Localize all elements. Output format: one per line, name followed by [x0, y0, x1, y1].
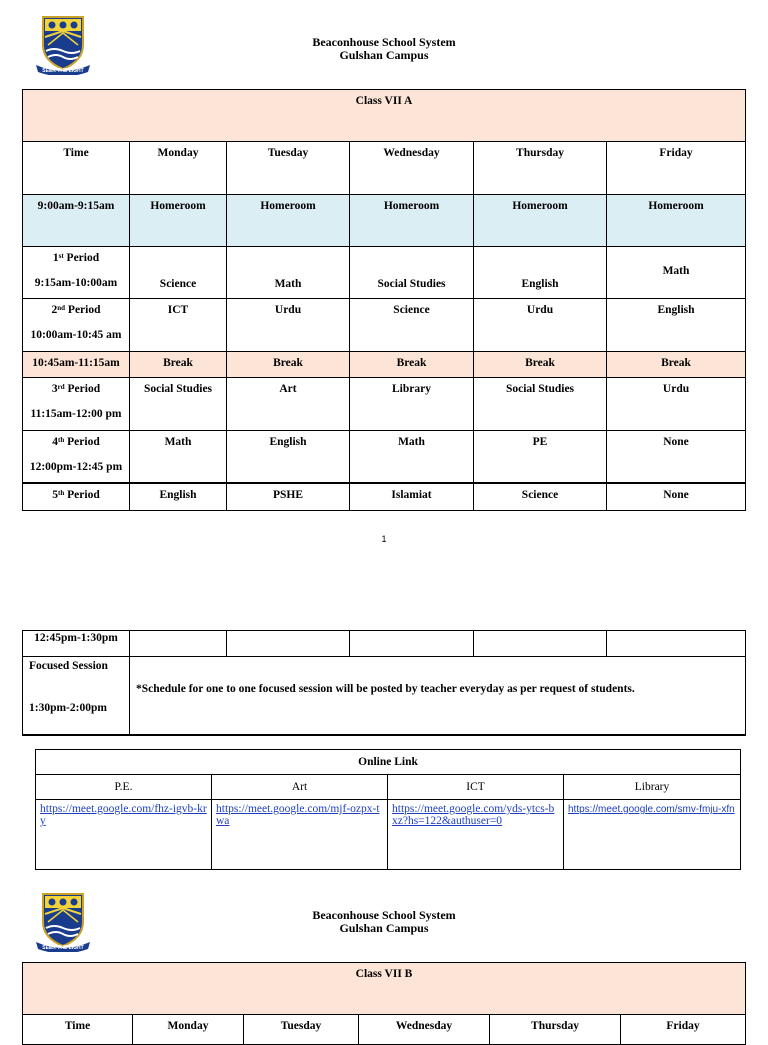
period-3-tuesday: Art — [227, 378, 350, 431]
period-5-cont-wednesday — [350, 631, 474, 657]
class-title: Class VII A — [355, 95, 413, 107]
period-4-row — [23, 431, 746, 483]
library-meet-link[interactable]: https://meet.google.com/smv-fmju-xfn — [568, 804, 735, 815]
art-meet-link[interactable]: https://meet.google.com/mjf-ozpx-twa — [216, 803, 380, 827]
period-3-thursday: Social Studies — [474, 378, 607, 431]
header-tuesday: Tuesday — [227, 142, 350, 195]
period-1-wednesday: Social Studies — [350, 247, 474, 299]
period-2-time: 2nd Period 10:00am-10:45 am — [23, 299, 130, 352]
link-cell-pe — [36, 800, 212, 870]
header-friday: Friday — [607, 142, 746, 195]
period-2-friday: English — [607, 299, 746, 352]
ict-meet-link[interactable]: https://meet.google.com/yds-ytcs-bxz?hs=122&authuser=0 — [392, 803, 555, 827]
break-time: 10:45am-11:15am — [23, 352, 130, 378]
timetable-class-viia — [22, 89, 746, 511]
period-3-row — [23, 378, 746, 431]
period-3-friday: Urdu — [607, 378, 746, 431]
period-1-tuesday: Math — [227, 247, 350, 299]
header-friday-b: Friday — [621, 1015, 746, 1045]
period-2-wednesday: Science — [350, 299, 474, 352]
school-header-2 — [270, 909, 498, 935]
period-5-cont-monday — [130, 631, 227, 657]
period-1-thursday: English — [474, 247, 607, 299]
header-row-b — [23, 1015, 746, 1045]
period-3-wednesday: Library — [350, 378, 474, 431]
period-4-tuesday: English — [227, 431, 350, 483]
break-thursday: Break — [474, 352, 607, 378]
header-wednesday-b: Wednesday — [359, 1015, 490, 1045]
period-4-thursday: PE — [474, 431, 607, 483]
period-4-friday: None — [607, 431, 746, 483]
link-cell-library — [564, 800, 741, 870]
link-cell-ict — [388, 800, 564, 870]
timetable-class-viib — [22, 962, 746, 1045]
period-5-row — [23, 483, 746, 511]
period-2-tuesday: Urdu — [227, 299, 350, 352]
header-row — [23, 142, 746, 195]
school-name: Beaconhouse School System — [312, 35, 456, 49]
link-cell-art — [212, 800, 388, 870]
period-5-time-row — [23, 631, 746, 657]
period-5-tuesday: PSHE — [227, 483, 350, 511]
campus-name-2: Gulshan Campus — [339, 921, 429, 935]
break-friday: Break — [607, 352, 746, 378]
class-title-cell — [23, 90, 746, 142]
pe-meet-link[interactable]: https://meet.google.com/fhz-igvb-kry — [40, 803, 207, 827]
period-4-monday: Math — [130, 431, 227, 483]
homeroom-row — [23, 195, 746, 247]
period-5-thursday: Science — [474, 483, 607, 511]
online-link-title: Online Link — [36, 750, 741, 775]
focused-session-label: Focused Session 1:30pm-2:00pm — [23, 657, 130, 735]
homeroom-tuesday: Homeroom — [227, 195, 350, 247]
period-4-wednesday: Math — [350, 431, 474, 483]
class-title-b: Class VII B — [355, 968, 413, 980]
period-5-time-cont: 12:45pm-1:30pm — [23, 631, 130, 657]
header-monday: Monday — [130, 142, 227, 195]
period-2-monday: ICT — [130, 299, 227, 352]
period-1-friday: Math — [607, 247, 746, 299]
period-5-wednesday: Islamiat — [350, 483, 474, 511]
header-wednesday: Wednesday — [350, 142, 474, 195]
period-1-time: 1st Period 9:15am-10:00am — [23, 247, 130, 299]
period-5-cont-friday — [607, 631, 746, 657]
break-monday: Break — [130, 352, 227, 378]
link-header-pe: P.E. — [36, 775, 212, 800]
campus-name: Gulshan Campus — [339, 48, 429, 62]
break-wednesday: Break — [350, 352, 474, 378]
period-1-monday: Science — [130, 247, 227, 299]
period-5-cont-thursday — [474, 631, 607, 657]
link-header-library: Library — [564, 775, 741, 800]
period-5-cont-tuesday — [227, 631, 350, 657]
header-time: Time — [23, 142, 130, 195]
class-title-cell-b — [23, 963, 746, 1015]
online-links-table — [35, 749, 741, 870]
svg-text:SEEK THE LIGHT: SEEK THE LIGHT — [42, 945, 84, 951]
homeroom-time: 9:00am-9:15am — [23, 195, 130, 247]
period-4-time: 4th Period 12:00pm-12:45 pm — [23, 431, 130, 483]
period-5-time: 5th Period — [23, 483, 130, 511]
period-3-time: 3rd Period 11:15am-12:00 pm — [23, 378, 130, 431]
school-crest-logo — [34, 15, 92, 75]
header-thursday: Thursday — [474, 142, 607, 195]
break-tuesday: Break — [227, 352, 350, 378]
period-5-monday: English — [130, 483, 227, 511]
school-header-1 — [270, 36, 498, 62]
link-header-ict: ICT — [388, 775, 564, 800]
break-row — [23, 352, 746, 378]
period-1-row — [23, 247, 746, 299]
focused-session-row — [23, 657, 746, 735]
timetable-continuation — [22, 630, 746, 736]
svg-text:SEEK THE LIGHT: SEEK THE LIGHT — [42, 68, 84, 74]
school-crest-logo-2 — [34, 892, 92, 952]
page-number: 1 — [381, 534, 387, 544]
period-3-monday: Social Studies — [130, 378, 227, 431]
homeroom-monday: Homeroom — [130, 195, 227, 247]
period-2-thursday: Urdu — [474, 299, 607, 352]
header-thursday-b: Thursday — [490, 1015, 621, 1045]
header-monday-b: Monday — [133, 1015, 244, 1045]
homeroom-friday: Homeroom — [607, 195, 746, 247]
homeroom-wednesday: Homeroom — [350, 195, 474, 247]
link-header-art: Art — [212, 775, 388, 800]
focused-session-note: *Schedule for one to one focused session will be posted by teacher everyday as per request of students. — [130, 657, 746, 735]
header-time-b: Time — [23, 1015, 133, 1045]
period-5-friday: None — [607, 483, 746, 511]
header-tuesday-b: Tuesday — [244, 1015, 359, 1045]
homeroom-thursday: Homeroom — [474, 195, 607, 247]
period-2-row — [23, 299, 746, 352]
school-name-2: Beaconhouse School System — [312, 908, 456, 922]
